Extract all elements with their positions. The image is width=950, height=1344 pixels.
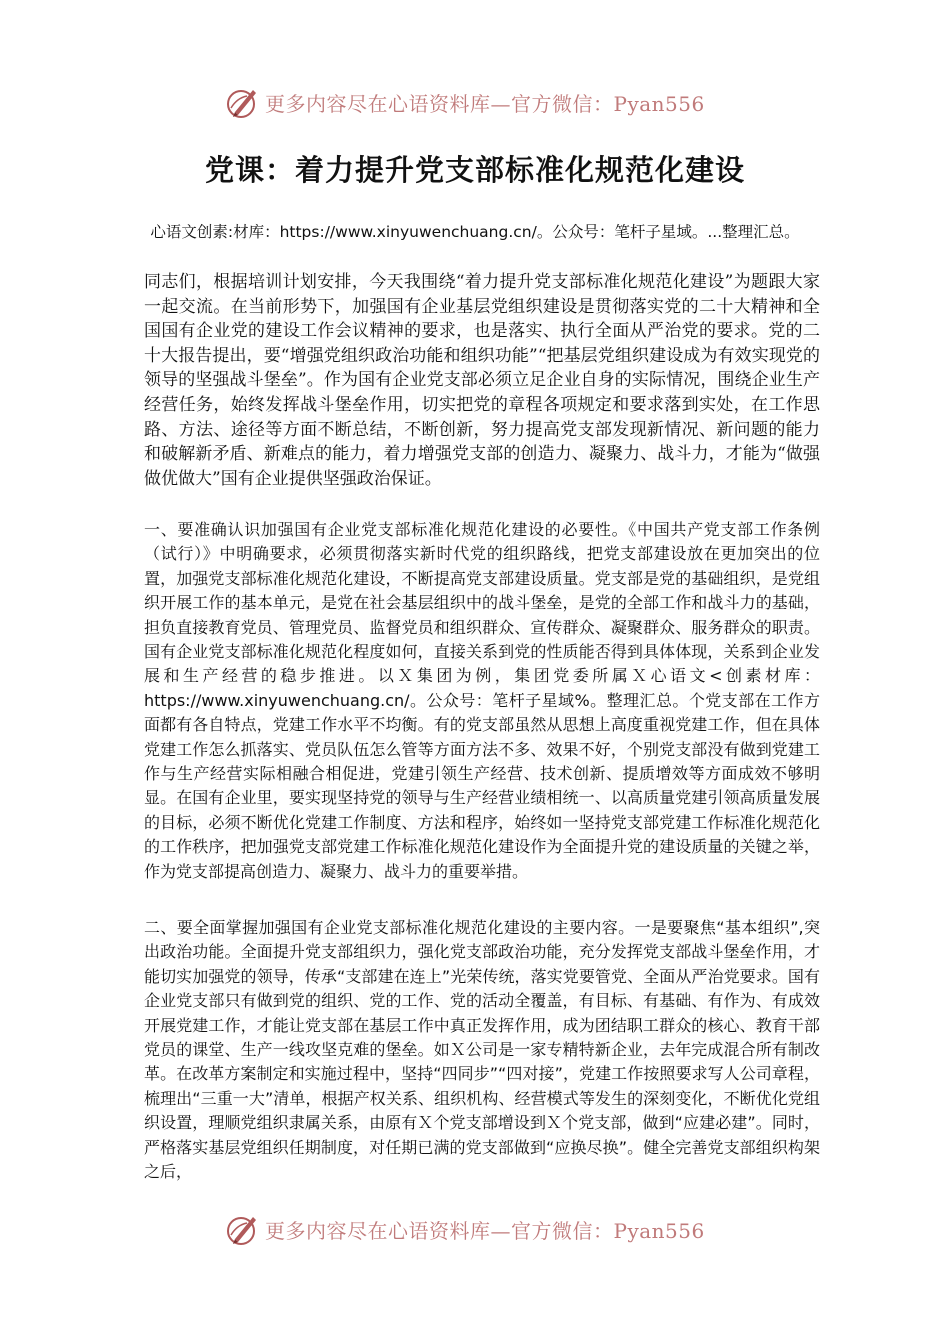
pen-logo-icon bbox=[225, 84, 261, 120]
document-title: 党课：着力提升党支部标准化规范化建设 bbox=[204, 153, 745, 187]
section-two-paragraph: 二、要全面掌握加强国有企业党支部标准化规范化建设的主要内容。一是要聚焦“基本组织”,突出政治功能。全面提升党支部组织力，强化党支部政治功能，充分发挥党支部战斗堡垒作用，才能切实加强党的领导，传承“支部建在连上”光荣传统，落实党要管党、全面从严治党要求。国有企业党支部只有做到党的组织、党的工作、党的活动全覆盖，有目标、有基础、有作为、有成效开展党建工作，才能让党支部在基层工作中真正发挥作用，成为团结职工群众的核心、教育干部党员的课堂、生产一线攻坚克难的堡垒。如Ｘ公司是一家专精特新企业，去年完成混合所有制改革。在改革方案制定和实施过程中，坚持“四同步”“四对接”，党建工作按照要求写人公司章程，梳理出“三重一大”清单，根据产权关系、组织机构、经营模式等发生的深刻变化，不断优化党组织设置，理顺党组织隶属关系，由原有Ｘ个党支部增设到Ｘ个党支部，做到“应建必建”。同时，严格落实基层党组织任期制度，对任期已满的党支部做到“应换尽换”。健全完善党支部组织构架之后， bbox=[144, 918, 820, 1182]
banner-text: 更多内容尽在心语资料库—官方微信：Pyan556 bbox=[265, 91, 705, 116]
banner-text: 更多内容尽在心语资料库—官方微信：Pyan556 bbox=[265, 1218, 705, 1243]
section-one-paragraph: 一、要准确认识加强国有企业党支部标准化规范化建设的必要性。《中国共产党支部工作条例（试行）》中明确要求，必须贯彻落实新时代党的组织路线，把党支部建设放在更加突出的位置，加强党支部标准化规范化建设，不断提高党支部建设质量。党支部是党的基础组织，是党组织开展工作的基本单元，是党在社会基层组织中的战斗堡垒，是党的全部工作和战斗力的基础，担负直接教育党员、管理党员、监督党员和组织群众、宣传群众、凝聚群众、服务群众的职责。国有企业党支部标准化规范化程度如何，直接关系到党的性质能否得到具体体现，关系到企业发展和生产经营的稳步推进。以Ｘ集团为例，集团党委所属Ｘ心语文<创素材库：https://www.xinyuwenchuang.cn/。公众号：笔杆子星域%。整理汇总。个党支部在工作方面都有各自特点，党建工作水平不均衡。有的党支部虽然从思想上高度重视党建工作，但在具体党建工作怎么抓落实、党员队伍怎么管等方面方法不多、效果不好，个别党支部没有做到党建工作与生产经营实际相融合相促进，党建引领生产经营、技术创新、提质增效等方面成效不够明显。在国有企业里，要实现坚持党的领导与生产经营业绩相统一、以高质量党建引领高质量发展的目标，必须不断优化党建工作制度、方法和程序，始终如一坚持党支部党建工作标准化规范化的工作秩序，把加强党支部党建工作标准化规范化建设作为全面提升党的建设质量的关键之举，作为党支部提高创造力、凝聚力、战斗力的重要举措。 bbox=[144, 520, 820, 881]
header-banner bbox=[225, 82, 745, 122]
footer-banner bbox=[225, 1209, 745, 1249]
intro-paragraph: 同志们，根据培训计划安排，今天我围绕“着力提升党支部标准化规范化建设”为题跟大家一起交流。在当前形势下，加强国有企业基层党组织建设是贯彻落实党的二十大精神和全国国有企业党的建设工作会议精神的要求，也是落实、执行全面从严治党的要求。党的二十大报告提出，要“增强党组织政治功能和组织功能”“把基层党组织建设成为有效实现党的领导的坚强战斗堡垒”。作为国有企业党支部必须立足企业自身的实际情况，围绕企业生产经营任务，始终发挥战斗堡垒作用，切实把党的章程各项规定和要求落到实处，在工作思路、方法、途径等方面不断总结，不断创新，努力提高党支部发现新情况、新问题的能力和破解新矛盾、新难点的能力，着力增强党支部的创造力、凝聚力、战斗力，才能为“做强做优做大”国有企业提供坚强政治保证。 bbox=[144, 272, 820, 489]
source-line: 心语文创素:材库：https://www.xinyuwenchuang.cn/。公众号：笔杆子星域。...整理汇总。 bbox=[150, 223, 800, 241]
pen-logo-icon bbox=[225, 1211, 261, 1247]
